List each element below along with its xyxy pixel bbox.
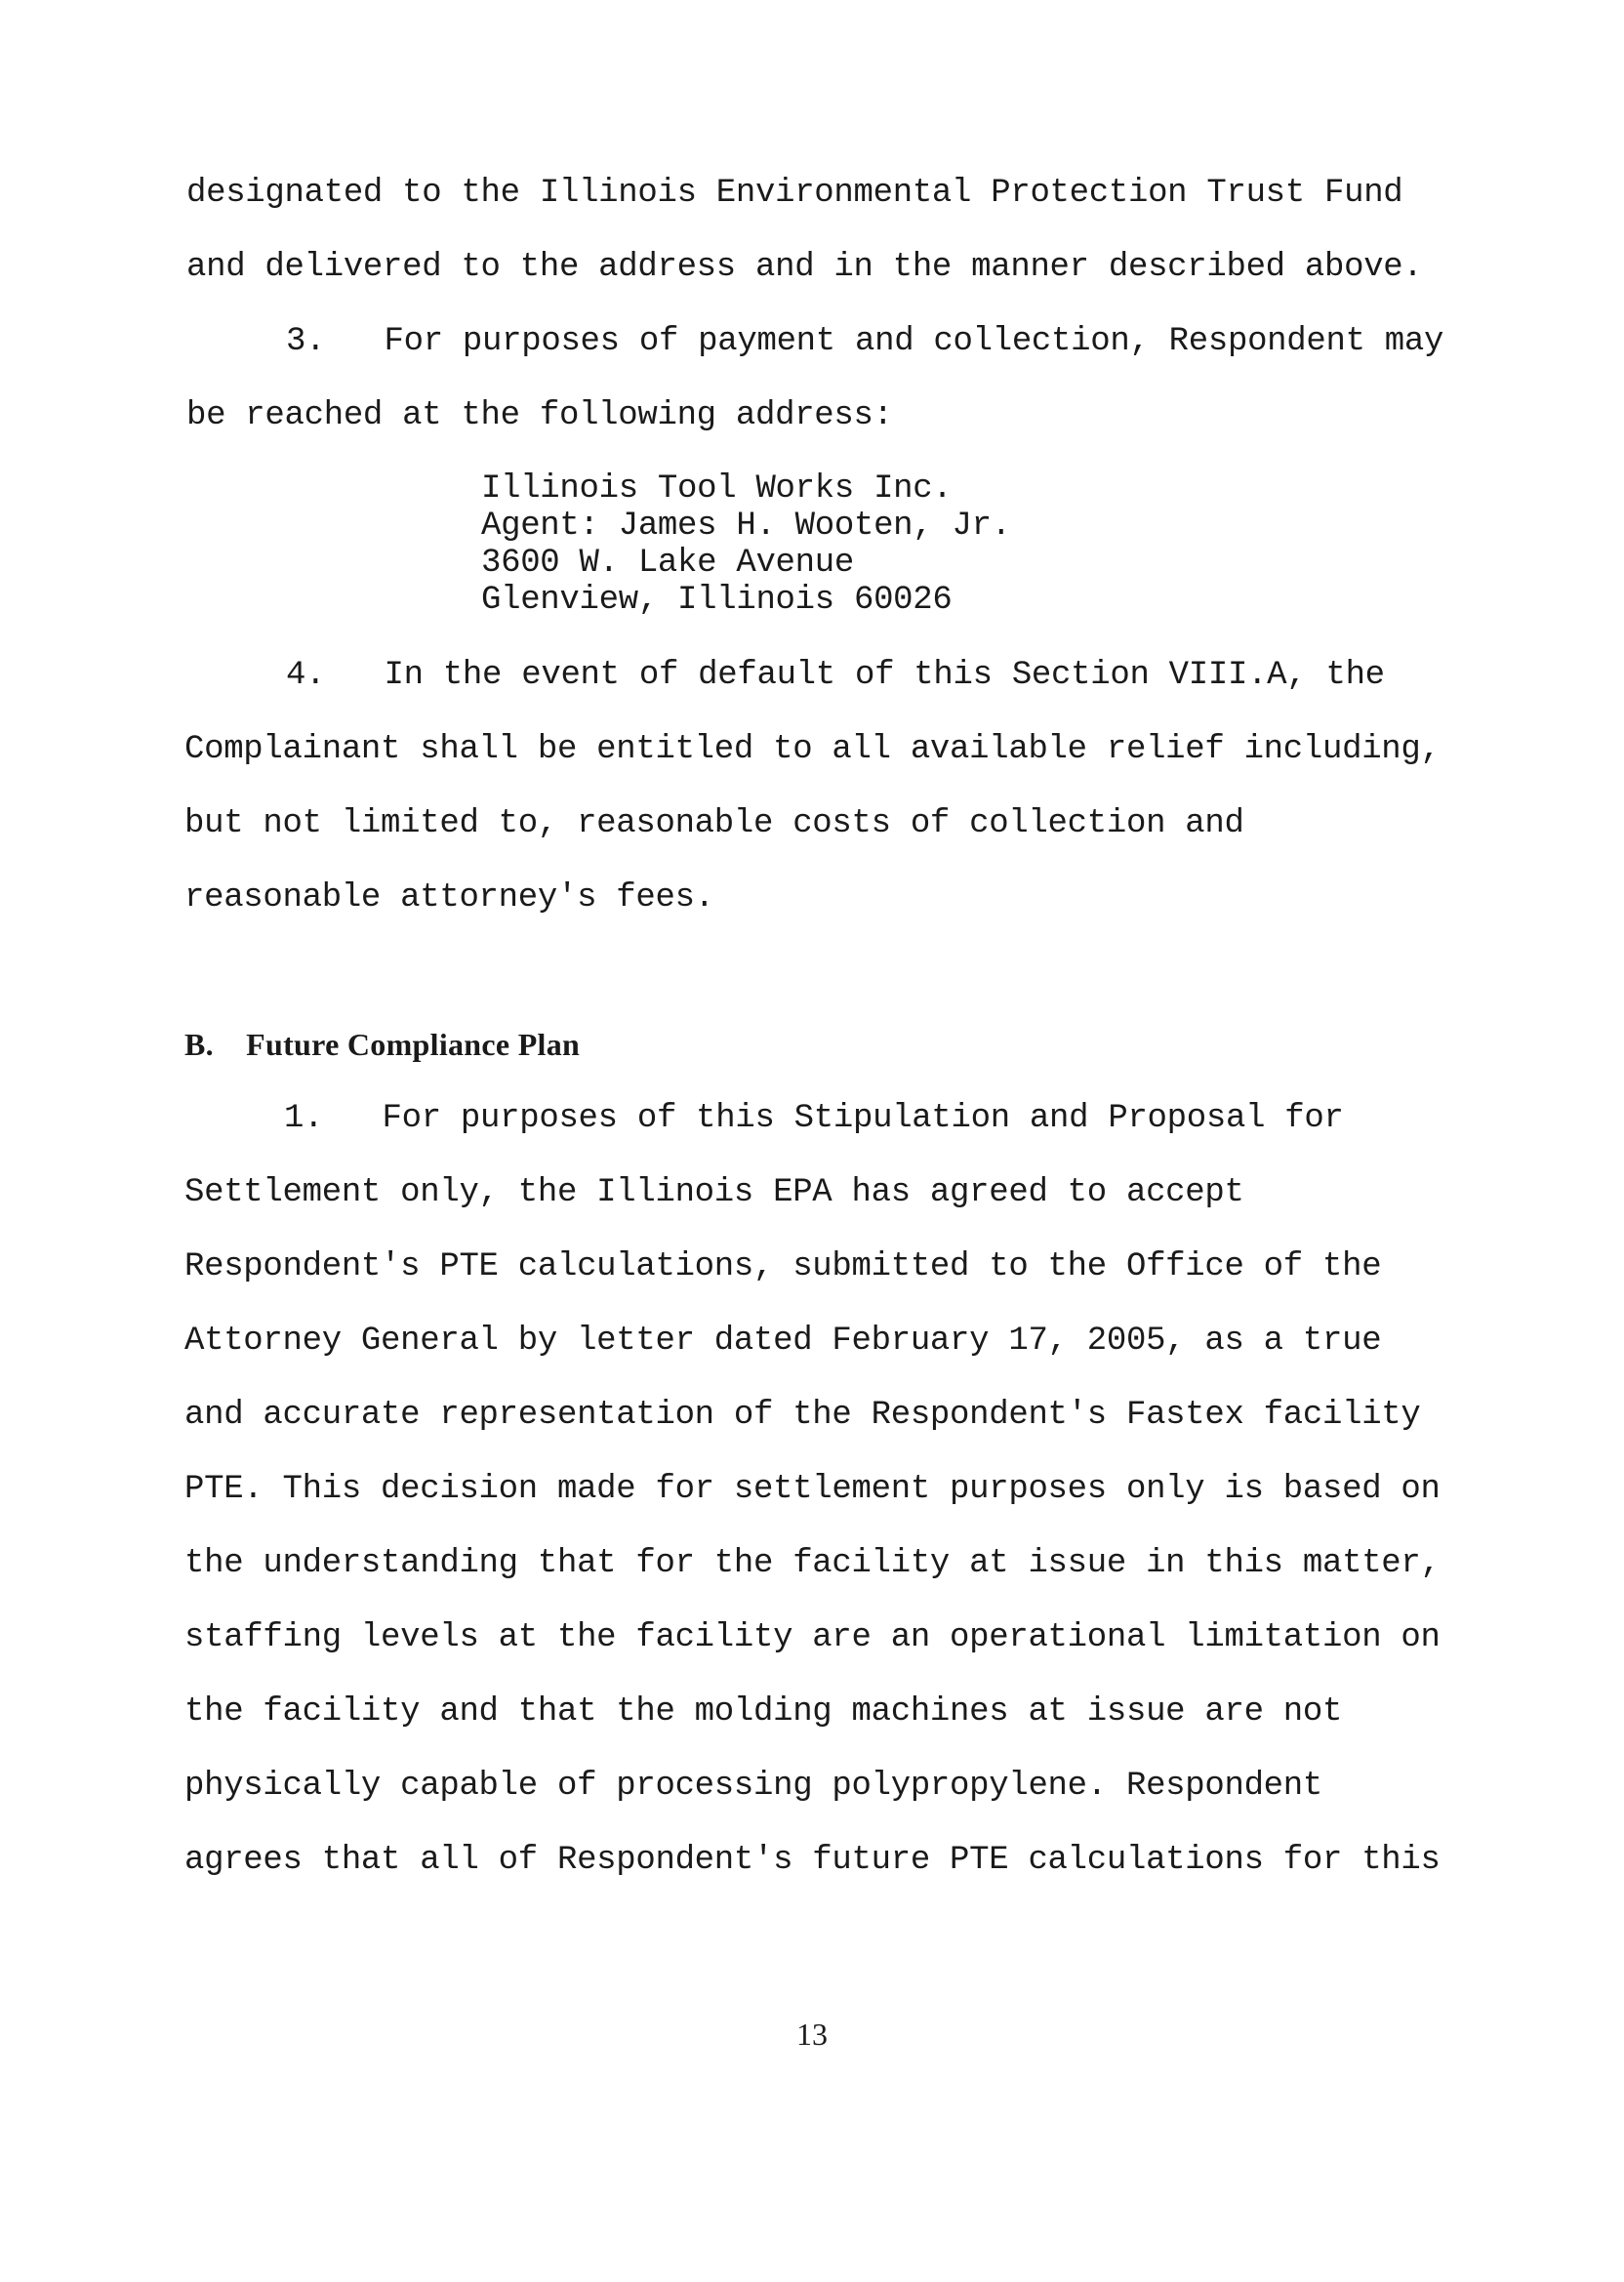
text-line: Complainant shall be entitled to all available relief including, <box>184 731 1441 768</box>
address-line-agent: Agent: James H. Wooten, Jr. <box>481 508 1011 545</box>
text-line: the facility and that the molding machines at issue are not <box>184 1693 1343 1731</box>
paragraph-3-first-line: 3. For purposes of payment and collection, Respondent may <box>286 323 1444 360</box>
text-line: Respondent's PTE calculations, submitted to the Office of the <box>184 1248 1382 1285</box>
text-line: but not limited to, reasonable costs of collection and <box>184 805 1244 842</box>
address-line-city: Glenview, Illinois 60026 <box>481 582 953 619</box>
section-heading: B. Future Compliance Plan <box>184 1027 581 1062</box>
text-line: physically capable of processing polypropylene. Respondent <box>184 1768 1322 1805</box>
address-line-street: 3600 W. Lake Avenue <box>481 545 854 582</box>
text-line: agrees that all of Respondent's future PTE calculations for this <box>184 1842 1441 1879</box>
paragraph-4-first-line: 4. In the event of default of this Section VIII.A, the <box>286 657 1385 694</box>
text-line: PTE. This decision made for settlement purposes only is based on <box>184 1471 1441 1508</box>
paragraph-b1-first-line: 1. For purposes of this Stipulation and Proposal for <box>284 1100 1344 1137</box>
address-line-company: Illinois Tool Works Inc. <box>481 470 953 508</box>
text-line: reasonable attorney's fees. <box>184 879 714 917</box>
text-line: Settlement only, the Illinois EPA has agreed to accept <box>184 1174 1244 1211</box>
text-line: be reached at the following address: <box>186 397 893 434</box>
text-line: Attorney General by letter dated February 17, 2005, as a true <box>184 1323 1382 1360</box>
text-line: and accurate representation of the Respondent's Fastex facility <box>184 1397 1421 1434</box>
page-number: 13 <box>796 2017 828 2052</box>
text-line: the understanding that for the facility at issue in this matter, <box>184 1545 1441 1582</box>
text-line: designated to the Illinois Environmental Protection Trust Fund <box>186 175 1403 212</box>
text-line: and delivered to the address and in the manner described above. <box>186 249 1423 286</box>
text-line: staffing levels at the facility are an operational limitation on <box>184 1619 1441 1656</box>
